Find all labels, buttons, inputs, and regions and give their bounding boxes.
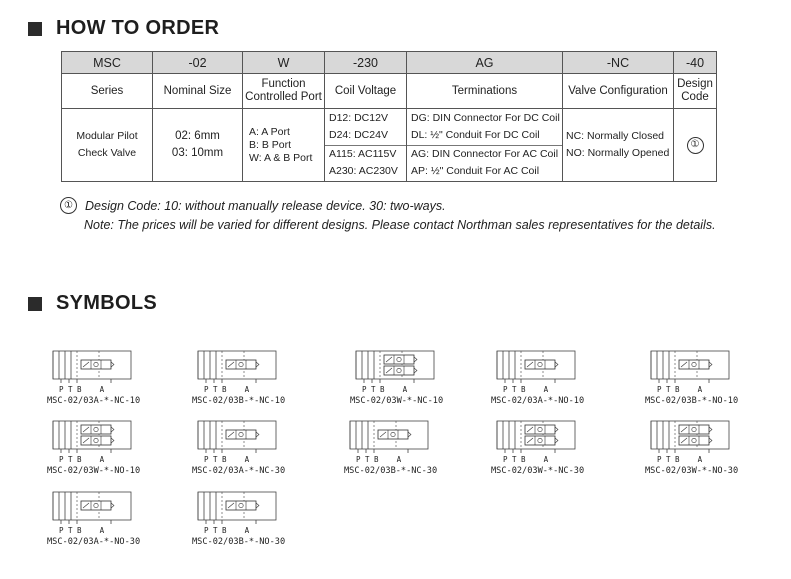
size-line: 03: 10mm bbox=[171, 147, 224, 159]
termination-line: DL: ½" Conduit For DC Coil bbox=[411, 128, 540, 141]
code-cell: -NC bbox=[563, 52, 674, 74]
pilot-arrow-icon bbox=[709, 438, 712, 443]
valve-symbol-diagram bbox=[192, 419, 292, 459]
pilot-arrow-icon bbox=[256, 362, 259, 367]
pilot-arrow-icon bbox=[555, 438, 558, 443]
header-cell: Coil Voltage bbox=[325, 74, 407, 109]
pilot-arrow-icon bbox=[111, 362, 114, 367]
size-cell bbox=[153, 109, 243, 182]
function-line: A: A Port bbox=[249, 125, 290, 138]
symbol-caption: MSC-02/03A-*-NO-30 bbox=[47, 537, 141, 547]
function-line: B: B Port bbox=[249, 138, 292, 151]
symbol-caption: MSC-02/03B-*-NC-30 bbox=[344, 466, 438, 476]
check-valve-box bbox=[679, 425, 709, 434]
pilot-arrow-icon bbox=[111, 427, 114, 432]
symbol-caption: MSC-02/03W-*-NO-10 bbox=[47, 466, 141, 476]
port-labels: P T B A bbox=[204, 455, 250, 464]
code-cell: -230 bbox=[325, 52, 407, 74]
pilot-arrow-icon bbox=[709, 427, 712, 432]
symbol-caption: MSC-02/03B-*-NC-10 bbox=[192, 396, 286, 406]
valve-symbol-diagram bbox=[350, 349, 450, 389]
port-labels: P T B A bbox=[204, 526, 250, 535]
symbol-caption: MSC-02/03B-*-NO-10 bbox=[645, 396, 739, 406]
port-labels: P T B A bbox=[657, 455, 703, 464]
check-valve-box bbox=[384, 366, 414, 375]
note-text: Note: The prices will be varied for different designs. Please contact Northman sales representatives for the details. bbox=[84, 217, 716, 232]
check-valve-box bbox=[679, 360, 709, 369]
check-valve-box bbox=[81, 425, 111, 434]
voltage-line: A115: AC115V bbox=[329, 148, 397, 161]
valve-symbol-diagram bbox=[192, 349, 292, 389]
pilot-arrow-icon bbox=[408, 432, 411, 437]
valve-symbol bbox=[47, 419, 167, 476]
valve-symbol bbox=[491, 419, 611, 476]
code-cell: MSC bbox=[62, 52, 153, 74]
series-line: Modular Pilot bbox=[76, 130, 138, 142]
pilot-arrow-icon bbox=[555, 427, 558, 432]
port-labels: P T B A bbox=[59, 526, 105, 535]
pilot-arrow-icon bbox=[111, 503, 114, 508]
header-cell: Function Controlled Port bbox=[243, 74, 325, 109]
valve-symbol bbox=[491, 349, 611, 406]
code-cell: AG bbox=[407, 52, 563, 74]
termination-line: DG: DIN Connector For DC Coil bbox=[411, 111, 560, 124]
note-line-2 bbox=[60, 215, 716, 234]
how-to-order-title: HOW TO ORDER bbox=[56, 17, 220, 39]
voltage-cell bbox=[325, 109, 407, 182]
voltage-line: D24: DC24V bbox=[329, 128, 388, 141]
port-labels: P T B A bbox=[657, 385, 703, 394]
terminations-cell bbox=[407, 109, 563, 182]
code-cell: W bbox=[243, 52, 325, 74]
design-code-cell bbox=[674, 109, 717, 182]
symbol-caption: MSC-02/03A-*-NC-10 bbox=[47, 396, 141, 406]
values-row bbox=[62, 109, 717, 182]
pilot-arrow-icon bbox=[111, 438, 114, 443]
valve-symbol-diagram bbox=[344, 419, 444, 459]
voltage-ac-group bbox=[325, 145, 406, 182]
valve-symbol bbox=[645, 419, 765, 476]
pilot-arrow-icon bbox=[256, 503, 259, 508]
valve-symbol-diagram bbox=[645, 419, 745, 459]
header-cell: Terminations bbox=[407, 74, 563, 109]
check-valve-box bbox=[384, 355, 414, 364]
check-valve-box bbox=[226, 360, 256, 369]
symbol-caption: MSC-02/03W-*-NO-30 bbox=[645, 466, 739, 476]
code-cell: -02 bbox=[153, 52, 243, 74]
header-cell: Valve Configuration bbox=[563, 74, 674, 109]
symbol-caption: MSC-02/03B-*-NO-30 bbox=[192, 537, 286, 547]
header-cell: Series bbox=[62, 74, 153, 109]
valve-symbol bbox=[47, 349, 167, 406]
valve-symbol-diagram bbox=[491, 349, 591, 389]
voltage-line: D12: DC12V bbox=[329, 111, 388, 124]
valve-symbol-diagram bbox=[491, 419, 591, 459]
check-valve-box bbox=[525, 436, 555, 445]
symbols-heading bbox=[28, 292, 157, 315]
check-valve-box bbox=[81, 360, 111, 369]
port-labels: P T B A bbox=[59, 455, 105, 464]
symbol-caption: MSC-02/03W-*-NC-30 bbox=[491, 466, 585, 476]
note-marker: ① bbox=[60, 197, 77, 214]
valve-symbol bbox=[350, 349, 470, 406]
terminations-dc-group bbox=[407, 109, 562, 145]
valve-symbol bbox=[192, 349, 312, 406]
valve-symbol bbox=[192, 490, 312, 547]
termination-line: AP: ½" Conduit For AC Coil bbox=[411, 165, 540, 178]
valve-symbol-diagram bbox=[47, 490, 147, 530]
series-cell bbox=[62, 109, 153, 182]
function-cell bbox=[243, 109, 325, 182]
voltage-line: A230: AC230V bbox=[329, 165, 398, 178]
valve-symbol bbox=[344, 419, 464, 476]
heading-square-icon bbox=[28, 22, 42, 36]
header-cell: Design Code bbox=[674, 74, 717, 109]
order-code-table bbox=[61, 51, 717, 182]
port-labels: P T B A bbox=[59, 385, 105, 394]
valve-symbol bbox=[645, 349, 765, 406]
symbol-caption: MSC-02/03A-*-NO-10 bbox=[491, 396, 585, 406]
check-valve-box bbox=[525, 360, 555, 369]
port-labels: P T B A bbox=[362, 385, 408, 394]
code-row bbox=[62, 52, 717, 74]
pilot-arrow-icon bbox=[555, 362, 558, 367]
header-row bbox=[62, 74, 717, 109]
symbol-caption: MSC-02/03W-*-NC-10 bbox=[350, 396, 444, 406]
configuration-cell bbox=[563, 109, 674, 182]
termination-line: AG: DIN Connector For AC Coil bbox=[411, 148, 559, 161]
check-valve-box bbox=[226, 430, 256, 439]
pilot-arrow-icon bbox=[256, 432, 259, 437]
check-valve-box bbox=[226, 501, 256, 510]
note-text: Design Code: 10: without manually release device. 30: two-ways. bbox=[85, 198, 446, 213]
function-line: W: A & B Port bbox=[249, 151, 313, 164]
heading-square-icon bbox=[28, 297, 42, 311]
symbols-title: SYMBOLS bbox=[56, 292, 157, 314]
valve-symbol-diagram bbox=[47, 349, 147, 389]
config-line: NC: Normally Closed bbox=[566, 130, 665, 142]
symbol-caption: MSC-02/03A-*-NC-30 bbox=[192, 466, 286, 476]
check-valve-box bbox=[81, 501, 111, 510]
pilot-arrow-icon bbox=[414, 357, 417, 362]
series-line: Check Valve bbox=[77, 147, 137, 159]
check-valve-box bbox=[679, 436, 709, 445]
port-labels: P T B A bbox=[356, 455, 402, 464]
valve-symbol-diagram bbox=[47, 419, 147, 459]
size-line: 02: 6mm bbox=[175, 130, 220, 142]
valve-symbol-diagram bbox=[645, 349, 745, 389]
check-valve-box bbox=[378, 430, 408, 439]
port-labels: P T B A bbox=[503, 455, 549, 464]
valve-symbol bbox=[47, 490, 167, 547]
how-to-order-heading bbox=[28, 17, 219, 40]
code-cell: -40 bbox=[674, 52, 717, 74]
notes bbox=[60, 196, 716, 234]
valve-symbol-diagram bbox=[192, 490, 292, 530]
voltage-dc-group bbox=[325, 109, 406, 145]
note-line-1 bbox=[60, 196, 716, 215]
terminations-ac-group bbox=[407, 145, 562, 182]
check-valve-box bbox=[525, 425, 555, 434]
port-labels: P T B A bbox=[503, 385, 549, 394]
design-code-marker: ① bbox=[687, 137, 704, 154]
pilot-arrow-icon bbox=[414, 368, 417, 373]
port-labels: P T B A bbox=[204, 385, 250, 394]
valve-symbol bbox=[192, 419, 312, 476]
header-cell: Nominal Size bbox=[153, 74, 243, 109]
config-line: NO: Normally Opened bbox=[566, 147, 670, 159]
pilot-arrow-icon bbox=[709, 362, 712, 367]
check-valve-box bbox=[81, 436, 111, 445]
